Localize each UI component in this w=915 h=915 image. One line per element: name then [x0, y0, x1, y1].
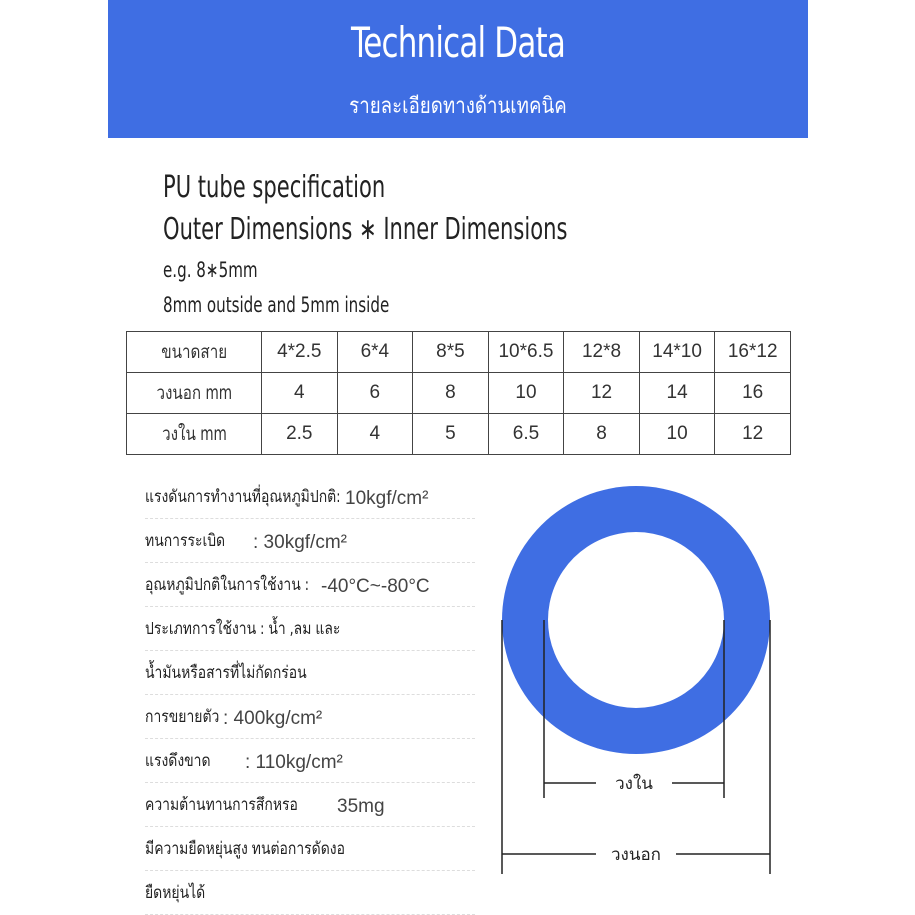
property-item [145, 826, 475, 871]
table-row-outer [127, 373, 791, 414]
property-item [145, 870, 475, 915]
table-cell: 12 [564, 373, 640, 414]
property-label: ประเภทการใช้งาน : น้ำ ,ลม และ [145, 619, 341, 639]
table-cell: 4*2.5 [262, 332, 338, 373]
property-item [145, 474, 475, 519]
spec-format: Outer Dimensions ∗ Inner Dimensions [163, 212, 568, 247]
property-value: 10kgf/cm² [345, 488, 429, 509]
table-cell: 16*12 [715, 332, 791, 373]
table-cell: 10 [639, 414, 715, 455]
property-item [145, 650, 475, 695]
table-cell: 2.5 [262, 414, 338, 455]
page-subtitle: รายละเอียดทางด้านเทคนิค [349, 93, 567, 118]
spec-explanation: 8mm outside and 5mm inside [163, 293, 390, 317]
table-cell: 5 [413, 414, 489, 455]
property-item [145, 738, 475, 783]
property-value: : 110kg/cm² [245, 752, 343, 773]
property-value: : 30kgf/cm² [253, 532, 347, 553]
table-cell: 8 [413, 373, 489, 414]
row-header: วงนอก mm [127, 373, 262, 414]
table-cell: 8 [564, 414, 640, 455]
property-label: ความต้านทานการสึกหรอ [145, 795, 298, 815]
inner-bore [548, 532, 724, 708]
property-label: อุณหภูมิปกติในการใช้งาน : [145, 575, 309, 595]
property-item [145, 694, 475, 739]
property-label: แรงดึงขาด [145, 751, 211, 771]
property-label: มีความยืดหยุ่นสูง ทนต่อการดัดงอ [145, 839, 345, 859]
table-cell: 12 [715, 414, 791, 455]
table-cell: 6*4 [337, 332, 413, 373]
property-value: : 400kg/cm² [223, 708, 323, 729]
inner-label: วงใน [615, 774, 653, 794]
table-cell: 10 [488, 373, 564, 414]
property-item [145, 562, 475, 607]
table-cell: 14*10 [639, 332, 715, 373]
dimension-table [126, 331, 791, 455]
property-item [145, 518, 475, 563]
table-cell: 4 [262, 373, 338, 414]
spec-example: e.g. 8∗5mm [163, 258, 258, 282]
page-title: Technical Data [350, 18, 566, 67]
table-row-inner [127, 414, 791, 455]
property-item [145, 782, 475, 827]
property-value: 35mg [337, 796, 385, 817]
table-cell: 6 [337, 373, 413, 414]
property-label: ยืดหยุ่นได้ [145, 883, 206, 903]
property-value: -40°C~-80°C [321, 576, 430, 597]
header-banner [108, 0, 808, 138]
row-header: ขนาดสาย [127, 332, 262, 373]
property-label: ทนการระเบิด [145, 531, 226, 551]
table-cell: 6.5 [488, 414, 564, 455]
property-label: การขยายตัว [145, 707, 220, 727]
table-row-size [127, 332, 791, 373]
table-cell: 4 [337, 414, 413, 455]
table-cell: 12*8 [564, 332, 640, 373]
table-cell: 8*5 [413, 332, 489, 373]
table-cell: 14 [639, 373, 715, 414]
table-cell: 10*6.5 [488, 332, 564, 373]
outer-label: วงนอก [611, 845, 661, 865]
property-label: น้ำมันหรือสารที่ไม่กัดกร่อน [145, 663, 307, 683]
row-header: วงใน mm [127, 414, 262, 455]
property-item [145, 606, 475, 651]
spec-heading: PU tube specification [163, 170, 386, 205]
property-label: แรงดันการทำงานที่อุณหภูมิปกติ: [145, 487, 341, 507]
table-cell: 16 [715, 373, 791, 414]
tube-cross-section-diagram [496, 480, 786, 900]
